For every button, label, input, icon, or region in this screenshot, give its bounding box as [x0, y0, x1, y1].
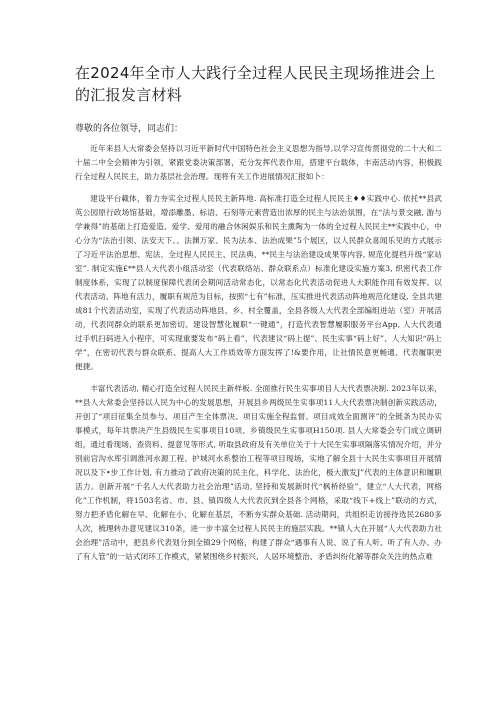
- paragraph-platform: 建设平台載体，着力夯实全过程人民民主新阵地. 高标准打造全过程人民民主♦♦实践中心. 依托**县武英公园原行政场馆基础，增添雕墨、标语、石刻等元素营造出浓厚的民主与法治氛围，在“法与景交融, 游与学兼得”的基础上打造爱造、爱学、爱用的融合休闲娱乐和民主熏陶为一体的全过程人民民主**实践中心，中心分为“法治引领、法安天下、、法渊万家、民为法本、法治成果”5个展区，以人民群众喜闻乐见的方式展示了习近平法治思想、宪法、全过程人民民主、民法典、**民主与法治建设成果等内容, 规范化提档升级“家站室”. 制定实施£**县人大代表小组活动室（代表联络站、群众联系点）标准化建设实施方案3, 织密代表工作制度体系，实现了以制度保障代表闭会期间活动常态化，以常态化代表活动促进人大职能作用有效发挥。以代表活动、阵地有活力，履职有规范为目标，按照“七有”标准，压实推进代表活动阵地规范化建设, 全县共建成81个代表活动室，实现了代表活动阵地县、乡、村全覆盖，全县各级人大代表全部编组进站（室）开展活动，代表同群众的联系更加密切。建设智慧化履职“一键通”，打造代表智慧履职服务平台App, 人大代表通过手机扫码进入小程序，可实现重要发布“码上看”、代表建议“码上提”、民生实事“码上好”、人大知识“码上学”，在密切代表与群众联系、提高人大工作质效等方面发挥了!&要作用，让社情民意更畅通、代表履职更便捷。: [75, 194, 442, 371]
- paragraph-activities: 丰富代表活动, 精心打造全过程人民民主新样板. 全面推行民生实事项目人大代表票决制. 2023年以来，**县人大常委会坚持以人民为中心的发展思想，开展县乡两级民生实事项11人大代表票决制创新实践活动，开创了“项目征集全员参与、项目产生全体票决、项目实施全程监督、项目成效全面测评”的全链条为民办实事模式，每年共票决产生县级民生实事项目10项、乡镇级民生实事项H150项. 县人大常委会专门成立调研组，通过看现场、查资料、提意见等形式, 听取县政府及有关单位关于十大民生实事项隔落实情况介绍，并分别前宫沟水库引调淮河水源工程、护城河水系整治工程等项目现场，实地了解全县十大民生实事项目开展情况以及下•步工作计划, 有力推动了政府决策的民主化、科学化、法治化，极大激发J”代表的主体意识和履职活力。创新开展“千名人大代表助力社会治理”活动, 坚持和发展新时代“枫桥经验”，建立“人大代表，网格化”工作机制，将1503名省、市、县、镇四级人大代表沉到全县各个网格，采取“线下+线上”联动的方式，努力把矛盾化解在早、化解在小、化解在基层，不断夯实群众基础. 活动期间，共组织走访接待选民2680多人次，梳理转办意见建议310条，进一步丰富全过程人民民主的施层实践。**镇人大在开展“人大代表助力社会治理”活动中，把县乡代表划分到全镇29个网格，构建了群众“遇事有人说、说了有人听、听了有人办、办了有人管”的一站式闭环工作模式，紧紧围绕乡村振兴、人居环境整治、矛盾纠纷化解等群众关注的热点难: [75, 384, 442, 561]
- greeting: 尊敬的各位领导，同志们：: [75, 124, 184, 134]
- paragraph-intro: 近年来县人大常委会坚持以习近平新时代中国特色社会主义思想为指导,以学习宣传贯彻党的二十大和二十届二中全会精神为引领，紧跟党委决策部署，充分发挥代表作用，搭建平台载体，丰南活动内容，积极践行全过程人民民主，助力基层社会治理。现将有关工作进展情况汇报如卜：: [75, 144, 442, 181]
- document-title: 在2024年全市人大践行全过程人民民主现场推进会上的汇报发言材料: [75, 64, 436, 104]
